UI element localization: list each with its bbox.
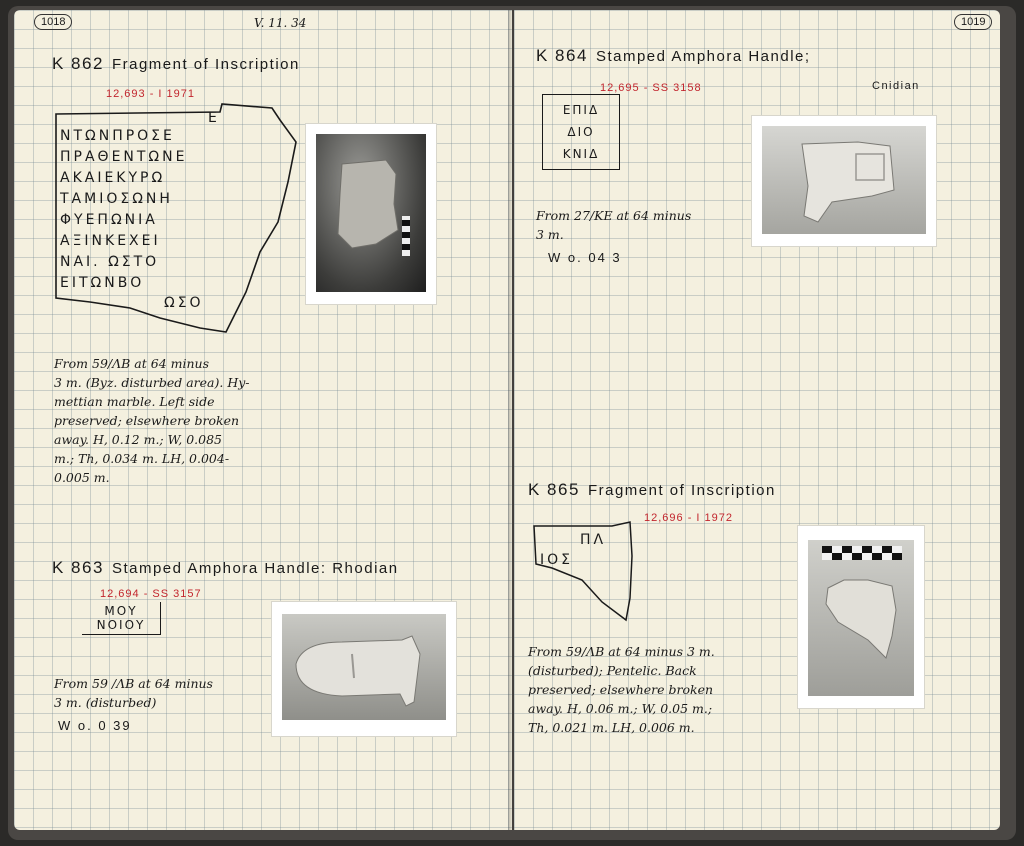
photo-k863-image	[282, 614, 446, 720]
inscription-line: ΕΙΤΩΝΒΟ	[60, 275, 145, 291]
entry-k864-note: From 27/KE at 64 minus 3 m.	[536, 208, 692, 242]
inscription-line: Ε	[208, 110, 220, 126]
entry-k865-heading	[528, 480, 776, 500]
inscription-line: ΑΚΑΙΕΚΥΡΩ	[60, 170, 166, 186]
entry-k863-measure: W o. 0 39	[58, 718, 132, 733]
photo-k863	[272, 602, 456, 736]
entry-k862-number: K 862	[52, 54, 104, 73]
entry-k865-note: From 59/ΛB at 64 minus 3 m. (disturbed); Pentelic. Back preserved; elsewhere broken away. H, 0.06 m.; W, 0.05 m.; Th, 0.021 m. LH, 0.006 m.	[528, 644, 715, 735]
entry-k862-note: From 59/ΛΒ at 64 minus 3 m. (Byz. disturbed area). Hy- mettian marble. Left side preserved; elsewhere broken away. H, 0.12 m.; W, 0.085 m.; Th, 0.034 m. LH, 0.004- 0.005 m.	[54, 356, 250, 485]
stamp-k863	[82, 602, 161, 635]
amphora-handle-image	[282, 614, 446, 720]
photo-k865	[798, 526, 924, 708]
inscription-line: ΤΑΜΙΟΣΩΝΗ	[60, 191, 173, 207]
photo-k864-image	[762, 126, 926, 234]
entry-k865-number: K 865	[528, 480, 580, 499]
page-number-right: 1019	[954, 14, 992, 30]
right-page	[514, 10, 1000, 830]
stamp-line: ΔΙΟ	[567, 125, 595, 139]
inscription-line: ΠΛ	[580, 532, 607, 548]
stone-fragment-image	[316, 134, 426, 292]
stamp-k864	[542, 94, 620, 170]
entry-k862-heading	[52, 54, 300, 74]
entry-k864-title: Stamped Amphora Handle;	[595, 48, 811, 65]
entry-k863-title: Stamped Amphora Handle: Rhodian	[111, 560, 399, 577]
entry-k864-inventory: 12,695 - SS 3158	[600, 82, 702, 94]
photo-k862	[306, 124, 436, 304]
inscription-line: ΝΤΩΝΠΡΟΣΕ	[60, 128, 175, 144]
inscription-line: ΙΟΣ	[540, 552, 573, 568]
entry-date: V. 11. 34	[254, 16, 307, 30]
entry-k862-title: Fragment of Inscription	[111, 56, 300, 73]
page-number-left: 1018	[34, 14, 72, 30]
left-page	[14, 10, 512, 830]
stamp-line: ΜΟΥ	[104, 604, 138, 618]
stamp-line: ΚΝΙΔ	[562, 147, 600, 161]
entry-k864-measure: W o. 04 3	[548, 250, 622, 265]
inscription-k865-text	[540, 530, 630, 570]
entry-k865-title: Fragment of Inscription	[587, 482, 776, 499]
photo-k865-image	[808, 540, 914, 696]
entry-k864-subtitle: Cnidian	[872, 80, 920, 92]
photo-k864	[752, 116, 936, 246]
entry-k865-inventory: 12,696 - I 1972	[644, 512, 734, 524]
inscription-line: ΩΣΟ	[164, 295, 204, 311]
stamp-line: ΕΠΙΔ	[562, 103, 600, 117]
entry-k864-heading	[536, 46, 811, 66]
amphora-handle-image	[762, 126, 926, 234]
inscription-line: ΑΞΙΝΚΕΧΕΙ	[60, 233, 161, 249]
inscription-line: ΝΑΙ. ΩΣΤΟ	[60, 254, 160, 270]
entry-k863-note: From 59 /ΛB at 64 minus 3 m. (disturbed)	[54, 676, 213, 710]
entry-k864-number: K 864	[536, 46, 588, 65]
inscription-line: ΦΥΕΠΩΝΙΑ	[60, 212, 158, 228]
entry-k863-heading	[52, 558, 399, 578]
inscription-k862-text	[60, 110, 300, 312]
photo-k862-image	[316, 134, 426, 292]
stone-fragment-image	[808, 540, 914, 696]
entry-k863-inventory: 12,694 - SS 3157	[100, 588, 202, 600]
entry-k862-inventory: 12,693 - I 1971	[106, 88, 196, 100]
stamp-line: ΝΟΙΟΥ	[96, 618, 146, 632]
entry-k863-number: K 863	[52, 558, 104, 577]
inscription-line: ΠΡΑΘΕΝΤΩΝΕ	[60, 149, 188, 165]
